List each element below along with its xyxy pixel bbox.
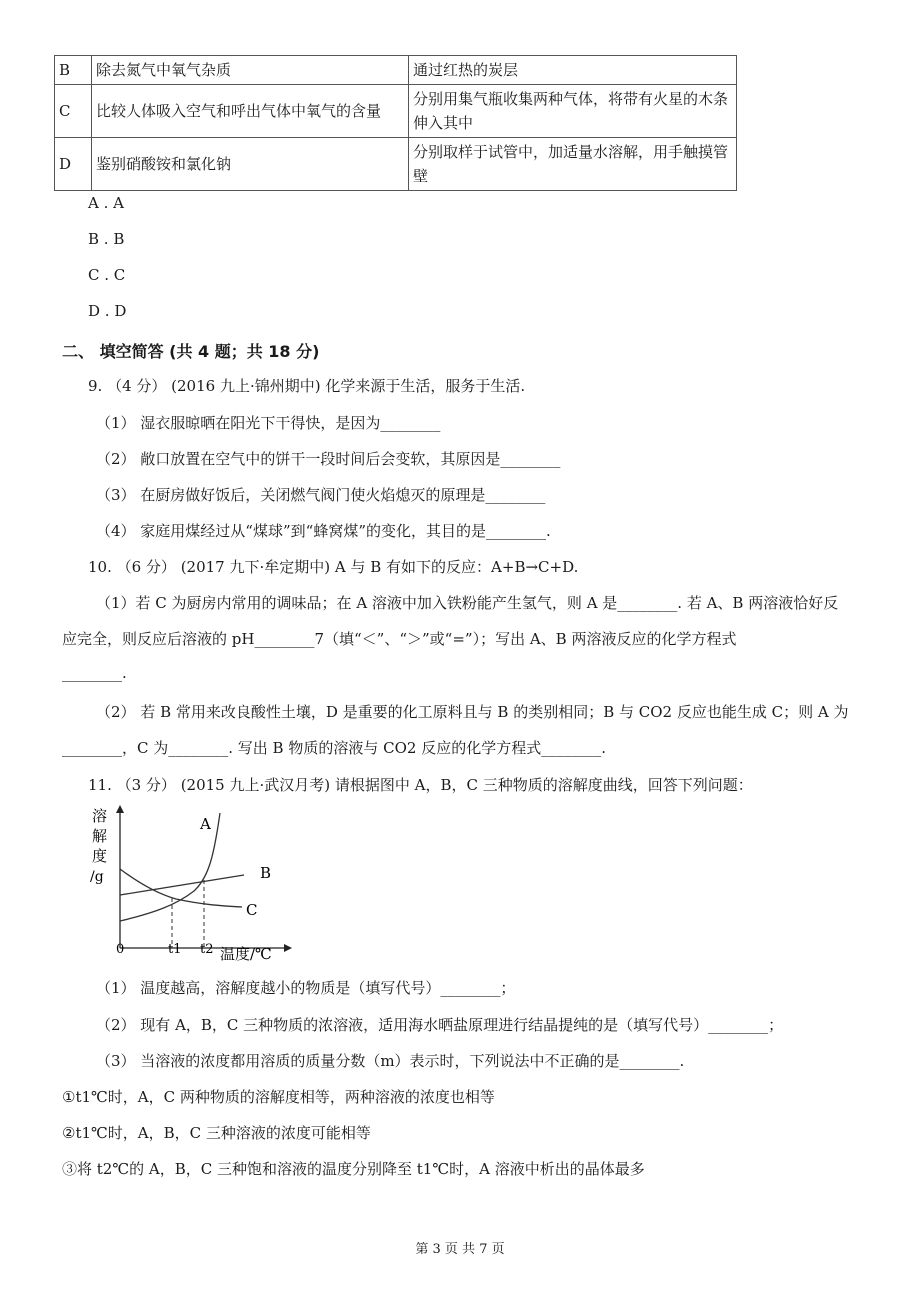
q11-option-1: ①t1℃时，A，C 两种物质的溶解度相等，两种溶液的浓度也相等 <box>62 1088 495 1106</box>
row-method: 通过红热的炭层 <box>409 56 737 85</box>
q11-option-3: ③将 t2℃的 A，B，C 三种饱和溶液的温度分别降至 t1℃时，A 溶液中析出的晶体最多 <box>62 1160 645 1178</box>
page-footer: 第 3 页 共 7 页 <box>415 1242 505 1257</box>
label-c: C <box>246 901 258 919</box>
ylabel-char-2: 解 <box>92 827 108 845</box>
curve-b <box>120 875 244 895</box>
row-method: 分别用集气瓶收集两种气体，将带有火星的木条伸入其中 <box>409 85 737 138</box>
xlabel: 温度/℃ <box>220 945 272 963</box>
label-a: A <box>200 815 211 833</box>
q10-sub1-line2: 应完全，则反应后溶液的 pH________7（填“＜”、“＞”或“=”）；写出 A、B 两溶液反应的化学方程式 <box>62 630 737 648</box>
q9-sub3: （3） 在厨房做好饭后，关闭燃气阀门使火焰熄灭的原理是________ <box>96 486 546 504</box>
label-b: B <box>260 864 272 882</box>
row-label: B <box>55 56 92 85</box>
q9-sub1: （1） 湿衣服晾晒在阳光下干得快，是因为________ <box>96 414 441 432</box>
table-row <box>55 85 737 138</box>
section-title: 二、 填空简答 (共 4 题；共 18 分) <box>62 342 320 361</box>
row-label: D <box>55 138 92 191</box>
table-row <box>55 138 737 191</box>
table-row <box>55 56 737 85</box>
origin-label: 0 <box>116 942 125 957</box>
choice-c[interactable]: C . C <box>88 266 126 284</box>
q11-sub2: （2） 现有 A，B，C 三种物质的浓溶液，适用海水晒盐原理进行结晶提纯的是（填写代号）________； <box>96 1016 784 1034</box>
ylabel-char-4: /g <box>90 869 104 885</box>
tick-t2: t2 <box>200 942 214 957</box>
curve-c <box>120 869 242 907</box>
q10-sub2-line2: ________，C 为________. 写出 B 物质的溶液与 CO2 反应的化学方程式________. <box>62 739 606 757</box>
q10-stem: 10. （6 分） (2017 九下·牟定期中) A 与 B 有如下的反应：A+B→C+D. <box>88 558 579 576</box>
row-purpose: 比较人体吸入空气和呼出气体中氧气的含量 <box>92 85 409 138</box>
q10-sub1-line3: ________. <box>62 664 127 682</box>
choice-a[interactable]: A . A <box>88 194 124 212</box>
q11-option-2: ②t1℃时，A，B，C 三种溶液的浓度可能相等 <box>62 1124 371 1142</box>
q11-sub1: （1） 温度越高，溶解度越小的物质是（填写代号）________； <box>96 979 516 997</box>
q10-sub2-line1: （2） 若 B 常用来改良酸性土壤，D 是重要的化工原料且与 B 的类别相同；B 与 CO2 反应也能生成 C；则 A 为 <box>96 703 849 721</box>
choice-d[interactable]: D . D <box>88 302 127 320</box>
y-axis-arrow <box>116 805 124 813</box>
solubility-chart <box>84 803 304 973</box>
row-method: 分别取样于试管中，加适量水溶解，用手触摸管壁 <box>409 138 737 191</box>
q10-sub1-line1: （1）若 C 为厨房内常用的调味品；在 A 溶液中加入铁粉能产生氢气，则 A 是________. 若 A、B 两溶液恰好反 <box>96 594 839 612</box>
row-label: C <box>55 85 92 138</box>
options-table <box>54 55 737 191</box>
q9-stem: 9. （4 分） (2016 九上·锦州期中) 化学来源于生活，服务于生活. <box>88 377 526 395</box>
row-purpose: 鉴别硝酸铵和氯化钠 <box>92 138 409 191</box>
q9-sub2: （2） 敞口放置在空气中的饼干一段时间后会变软，其原因是________ <box>96 450 561 468</box>
x-axis-arrow <box>284 944 292 952</box>
q11-stem: 11. （3 分） (2015 九上·武汉月考) 请根据图中 A，B，C 三种物质的溶解度曲线，回答下列问题： <box>88 776 753 794</box>
tick-t1: t1 <box>168 942 182 957</box>
q11-sub3: （3） 当溶液的浓度都用溶质的质量分数（m）表示时，下列说法中不正确的是________. <box>96 1052 685 1070</box>
choice-b[interactable]: B . B <box>88 230 125 248</box>
ylabel-char-1: 溶 <box>92 807 108 825</box>
q9-sub4: （4） 家庭用煤经过从“煤球”到“蜂窝煤”的变化，其目的是________. <box>96 522 551 540</box>
row-purpose: 除去氮气中氧气杂质 <box>92 56 409 85</box>
ylabel-char-3: 度 <box>92 847 108 865</box>
